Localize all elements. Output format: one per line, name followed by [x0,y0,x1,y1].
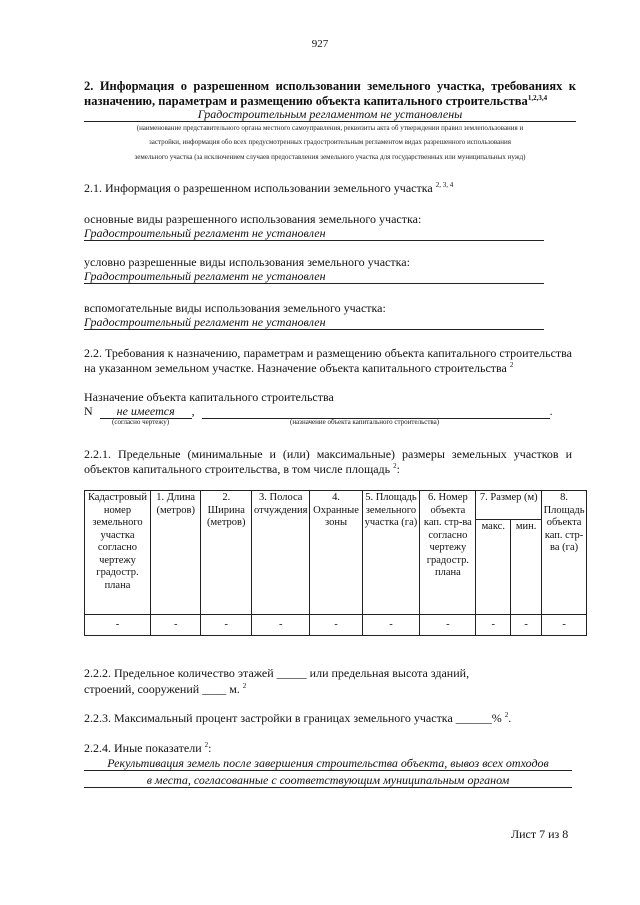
section-2-2-2-footnote: 2 [242,682,247,690]
conditional-uses-field [84,269,544,284]
header-size: 7. Размер (м) [476,491,542,520]
purpose-field [202,404,550,419]
header-width: 2. Ширина (метров) [201,491,252,615]
section-2-2-3-text: 2.2.3. Максимальный процент застройки в границах земельного участка ______% [84,711,502,725]
section-2-2-4-label [84,741,211,755]
table-cell: - [85,615,151,636]
section-2-1-title-text: 2.1. Информация о разрешенном использовании земельного участка [84,181,433,195]
heading-footnote: 1,2,3,4 [527,94,548,102]
auxiliary-uses-label: вспомогательные виды использования земельного участка: [84,301,386,315]
table-cell: - [150,615,201,636]
object-number-value: не имеется [100,404,192,419]
n-label: N [84,404,93,418]
table-cell: - [542,615,587,636]
table-cell: - [362,615,420,636]
page-footer: Лист 7 из 8 [511,827,569,841]
section-2-1-footnote: 2, 3, 4 [435,181,454,189]
regulation-field: Градостроительным регламентом не установлены [84,108,576,122]
purpose-label: Назначение объекта капитального строительства [84,390,334,404]
section-2-2-2-line-2 [84,682,246,696]
header-object-number: 6. Номер объекта кап. стр-ва согласно чертежу градостр. плана [420,491,476,615]
section-2-2-1-text [84,447,572,477]
regulation-note-line-1: (наименование представительного органа местного самоуправления, реквизиты акта об утверждении правил землепользования и [136,124,524,132]
table-cell: - [252,615,310,636]
purpose-note: (назначение объекта капитального строительства) [290,418,440,426]
section-2-2-text [84,346,572,376]
table-header-row [85,491,587,520]
section-2-2-4-text: 2.2.4. Иные показатели [84,741,202,755]
header-object-area: 8. Площадь объекта кап. стр-ва (га) [542,491,587,615]
section-2-2-4-colon: : [208,741,212,755]
section-2-2-footnote: 2 [509,361,514,369]
header-length: 1. Длина (метров) [150,491,201,615]
section-2-2-4-footnote: 2 [204,741,209,749]
section-2-2-2-line-1: 2.2.2. Предельное количество этажей _____ или предельная высота зданий, [84,666,470,680]
section-2-2-3 [84,711,511,725]
main-uses-value: Градостроительный регламент не установлен [84,226,544,241]
section-heading-text: 2. Информация о разрешенном использовании земельного участка, требованиях к назначению, параметрам и размещению объекта капитального строительства [84,79,576,108]
header-size-max: макс. [476,520,511,615]
conditional-uses-value: Градостроительный регламент не установлен [84,269,544,284]
section-heading [84,79,576,109]
regulation-note-line-2: застройки, информация обо всех предусмотренных градостроительным регламентом видах разрешенного использования [149,138,511,146]
table-cell: - [511,615,542,636]
section-2-1-title [84,181,453,195]
header-cadastral: Кадастровый номер земельного участка согласно чертежу градостр. плана [85,491,151,615]
table-row [85,615,587,636]
main-uses-label: основные виды разрешенного использования земельного участка: [84,212,422,226]
header-protect: 4. Охранные зоны [310,491,362,615]
section-2-2-2-line-2-text: строений, сооружений ____ м. [84,682,240,696]
page-number: 927 [311,38,329,50]
section-2-2-1-footnote: 2 [393,462,397,470]
table-cell: - [310,615,362,636]
section-2-2-1-body: 2.2.1. Предельные (минимальные и (или) максимальные) размеры земельных участков и объектов капитального строительства, в том числе площадь [84,447,572,476]
auxiliary-uses-field [84,315,544,330]
conditional-uses-label: условно разрешенные виды использования земельного участка: [84,255,410,269]
section-2-2-1-colon: : [396,462,400,476]
n-note: (согласно чертежу) [112,418,170,426]
table-cell: - [476,615,511,636]
parameters-table [84,490,587,636]
section-2-2-3-period: . [508,711,512,725]
header-strip: 3. Полоса отчуждения [252,491,310,615]
header-area: 5. Площадь земельного участка (га) [362,491,420,615]
other-indicators-line-1: Рекультивация земель после завершения строительства объекта, вывоз всех отходов [84,756,572,771]
section-2-2-3-footnote: 2 [504,711,509,719]
auxiliary-uses-value: Градостроительный регламент не установлен [84,315,544,330]
purpose-line: N не имеется , . [84,404,553,418]
header-size-min: мин. [511,520,542,615]
table-cell: - [201,615,252,636]
table-cell: - [420,615,476,636]
main-uses-field [84,226,544,241]
other-indicators-line-2: в места, согласованные с соответствующим муниципальным органом [84,773,572,788]
regulation-note-line-3: земельного участка (за исключением случаев предоставления земельного участка для государственных или муниципальных нужд) [134,153,526,161]
section-2-2-body: 2.2. Требования к назначению, параметрам и размещению объекта капитального строительства на указанном земельном участке. Назначение объекта капитального строительства [84,346,572,375]
